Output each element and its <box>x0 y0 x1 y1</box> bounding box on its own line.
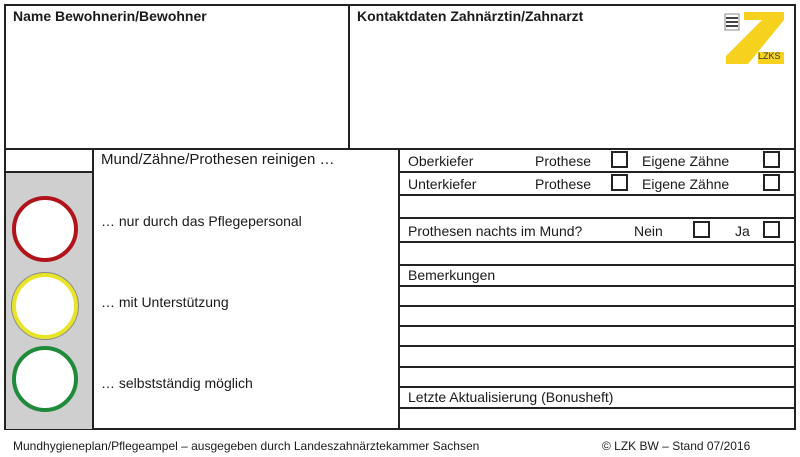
lzks-logo <box>722 10 786 66</box>
green-traffic-light <box>12 346 78 412</box>
lower-jaw-own-teeth-label: Eigene Zähne <box>642 176 730 192</box>
header-divider <box>4 148 796 150</box>
yellow-traffic-light <box>12 273 78 339</box>
lower-jaw-prosthesis-checkbox[interactable] <box>611 174 628 191</box>
night-no-label: Nein <box>634 223 663 239</box>
traffic-light-divider <box>92 148 94 430</box>
last-update-label: Letzte Aktualisierung (Bonusheft) <box>408 389 614 405</box>
row-line-4 <box>398 241 796 243</box>
footer-publisher: Mundhygieneplan/Pflegeampel – ausgegeben durch Landeszahnärztekammer Sachsen <box>13 439 480 453</box>
night-no-checkbox[interactable] <box>693 221 710 238</box>
night-yes-label: Ja <box>735 223 750 239</box>
lower-jaw-label: Unterkiefer <box>408 176 477 192</box>
lower-jaw-own-teeth-checkbox[interactable] <box>763 174 780 191</box>
remarks-field[interactable] <box>400 287 795 385</box>
level-staff-only: … nur durch das Pflegepersonal <box>101 213 302 229</box>
night-yes-checkbox[interactable] <box>763 221 780 238</box>
row-line-1 <box>398 171 796 173</box>
dentist-contact-label: Kontaktdaten Zahnärztin/Zahnarzt <box>357 8 584 24</box>
level-independent: … selbstständig möglich <box>101 375 253 391</box>
footer-copyright: © LZK BW – Stand 07/2016 <box>602 439 751 453</box>
cleaning-heading: Mund/Zähne/Prothesen reinigen … <box>101 151 335 168</box>
upper-jaw-own-teeth-label: Eigene Zähne <box>642 153 730 169</box>
row-line-11 <box>398 386 796 388</box>
upper-jaw-own-teeth-checkbox[interactable] <box>763 151 780 168</box>
upper-jaw-label: Oberkiefer <box>408 153 474 169</box>
row-line-5 <box>398 264 796 266</box>
header-vertical-divider <box>348 4 350 149</box>
night-prosthesis-question: Prothesen nachts im Mund? <box>408 223 583 239</box>
level-with-support: … mit Unterstützung <box>101 294 229 310</box>
logo-text: LZKS <box>758 51 781 61</box>
row-line-2 <box>398 194 796 196</box>
upper-jaw-prosthesis-label: Prothese <box>535 153 592 169</box>
remarks-label: Bemerkungen <box>408 267 496 283</box>
resident-name-label: Name Bewohnerin/Bewohner <box>13 8 207 24</box>
red-traffic-light <box>12 196 78 262</box>
upper-jaw-prosthesis-checkbox[interactable] <box>611 151 628 168</box>
row-line-3 <box>398 217 796 219</box>
coat-of-arms-icon <box>725 14 739 30</box>
traffic-light-top-line <box>4 171 94 173</box>
last-update-field[interactable] <box>400 409 795 429</box>
lower-jaw-prosthesis-label: Prothese <box>535 176 592 192</box>
